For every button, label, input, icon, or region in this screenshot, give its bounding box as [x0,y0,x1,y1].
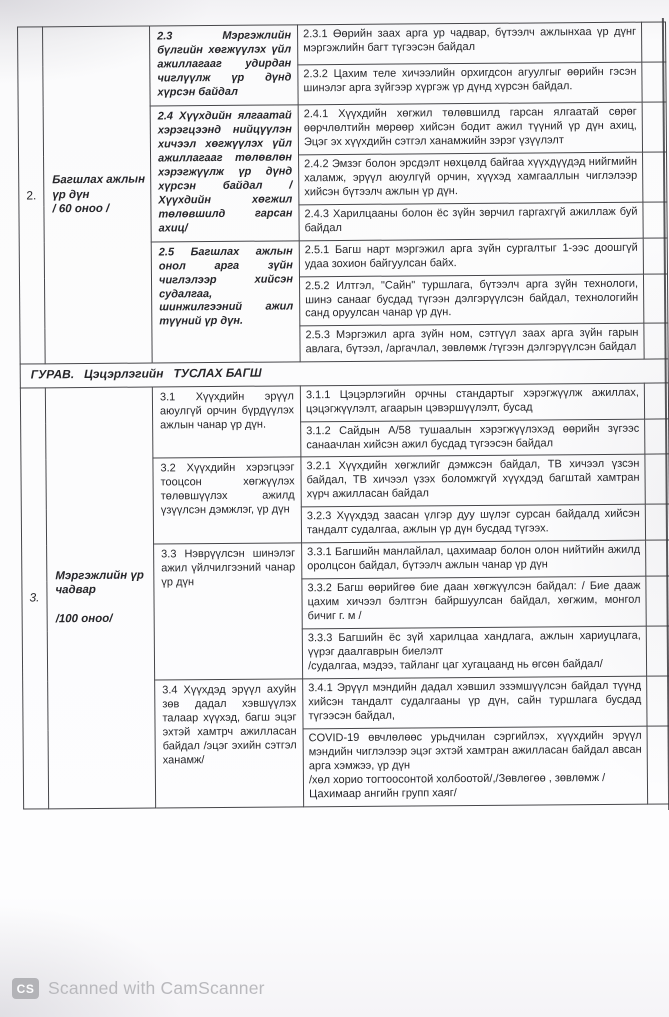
group-label-cell: Мэргэжлийн үр чадвар /100 оноо/ [45,387,155,809]
indicator-covid-19: COVID-19 өвчлөлөөс урьдчилан сэргийлэх, хүүхдийн эрүүл мэндийн чиглэлээр эцэг эхтэй хамтран ажилласан байдал авсан арга хэмжээ, үр дүн /хөл хорио тогтоосонтой холбоотой/,/Зөвлөгөө , зөвлөмж / Цахимаар ангийн групп хаяг/ [303,726,648,807]
group-label-cell: Багшлах ажлын үр дүн / 60 оноо / [43,26,153,364]
score-cell [646,626,669,676]
section-header: ГУРАВ. Цэцэрлэгийн ТУСЛАХ БАГШ [20,359,668,387]
sub-criteria-2-4: 2.4 Хүүхдийн ялгаатай хэрэгцээнд нийцүүлэн хичээл хөгжүүлэх үйл ажиллагааг төлөвлөн хэрэгжүүлж үр дүнд хүрсэн байдал /Хүүхдийн хөгжил төлөвшилд гарсан ахиц/ [150,105,299,242]
camscanner-watermark-text: Scanned with CamScanner [48,978,265,998]
indicator-3-1-2: 3.1.2 Сайдын А/58 тушаалын хэрэгжүүлэхэд өөрийн зүгээс санаачлан хийсэн ажил бусдад түгээсэн байдал [301,419,645,458]
score-cell [647,726,669,804]
indicator-3-3-2: 3.3.2 Багш өөрийгөө бие даан хөгжүүлсэн байдал: / Бие дааж цахим хичээл бэлтгэн байршуулсан байдал, хөгжим, монгол бичиг г. м / [302,576,646,629]
camscanner-logo-icon: CS [12,978,39,999]
indicator-2-4-2: 2.4.2 Эмзэг болон эрсдэлт нөхцөлд байгаа хүүхдүүдэд нийгмийн халамж, эрүүл аюулгүй орчин, хүүхэд хамгааллын чиглэлээр хийсэн бүтээлч ажлын үр дүн. [299,152,643,205]
evaluation-table [17,21,669,809]
indicator-2-4-1: 2.4.1 Хүүхдийн хөгжил төлөвшилд гарсан ялгаатай сөрөг өөрчлөлтийн мөрөөр хийсэн бодит ажил түүний үр дүн ахиц, Эцэг эх хүүхдийн сэтгэл ханамжийн зэрэг үзүүлэлт [298,102,642,155]
table-row [20,383,668,424]
score-cell [647,676,669,726]
camscanner-watermark [12,978,265,999]
indicator-3-2-3: 3.2.3 Хүүхдэд заасан үлгэр дуу шүлэг сурсан байдалд хийсэн тандалт судалгаа, ажлын үр дүн бусдад түгээх. [301,505,645,544]
criteria-table [17,21,669,809]
indicator-2-5-1: 2.5.1 Багш нарт мэргэжил арга зүйн сургалтыг 1-ээс доошгүй удаа зохион байгуулсан байх. [299,238,643,277]
sub-criteria-3-1: 3.1 Хүүхдийн эрүүл аюулгүй орчин бүрдүүлэх ажлын чанар үр дүн. [152,385,301,458]
sub-criteria-2-3: 2.3 Мэргэжлийн бүлгийн хөгжүүлэх үйл ажиллагааг удирдан чиглүүлж үр дүнд хүрсэн байдал [150,25,299,106]
group-number-cell: 3. [20,387,48,808]
indicator-2-3-2: 2.3.2 Цахим теле хичээлийн орхигдсон агуулгыг өөрийн гэсэн шинэлэг арга зүйгээр хүргэж үр дүнд хүрсэн байдал. [298,62,642,105]
indicator-2-3-1: 2.3.1 Өөрийн заах арга ур чадвар, бүтээлч ажлынхаа үр дүнг мэргэжлийн багт түгээсэн байдал [298,22,642,65]
sub-criteria-3-3: 3.3 Нэврүүлсэн шинэлэг ажил үйлчилгээний чанар үр дүн [154,543,303,680]
indicator-2-4-3: 2.4.3 Харилцааны болон ёс зүйн зөрчил гаргахгүй ажиллаж буй байдал [299,202,643,241]
indicator-3-1-1: 3.1.1 Цэцэрлэгийн орчны стандартыг хэрэгжүүлж ажиллах, цэцэгжүүлэлт, агаарын цэвэршүүлэлт, бусад [300,383,644,422]
group-number-cell: 2. [18,27,46,365]
indicator-3-3-1: 3.3.1 Багшийн манлайлал, цахимаар болон олон нийтийн ажилд оролцсон байдал, бүтээлч ажлын чанар үр дүн [302,540,646,579]
sub-criteria-3-4: 3.4 Хүүхдэд эрүүл ахуйн зөв дадал хэвшүүлэх талаар хүүхэд, багш эцэг эхтэй хамтрч ажилласан байдал /эцэг эхийн сэтгэл ханамж/ [155,679,304,808]
sub-criteria-2-5: 2.5 Багшлах ажлын онол арга зүйн чиглэлээр хийсэн судалгаа, шинжилгээний ажил түүний үр дүн. [151,240,300,363]
indicator-2-5-3: 2.5.3 Мэргэжил арга зүйн ном, сэтгүүл заах арга зүйн гарын авлага, бүтээл, /аргачлал, зөвлөмж /түгээн дэлгэрүүлсэн байдал [300,324,644,363]
indicator-2-5-2: 2.5.2 Илтгэл, "Сайн" туршлага, бүтээлч арга зүйн технологи, шинэ санааг бусдад түгээн дэлгэрүүлсэн байдал, технологийн санд оруулсан чанар үр дүн. [299,274,643,327]
indicator-3-3-3: 3.3.3 Багшийн ёс зүй харилцаа хандлага, ажлын хариуцлага, үүрэг даалгаврын биелэлт /судалгаа, мэдээ, тайланг цаг хугацаанд нь өгсөн байдал/ [302,626,646,679]
indicator-3-4-1: 3.4.1 Эрүүл мэндийн дадал хэвшил эзэмшүүлсэн байдал түүнд хийсэн тандалт судалгааны үр дүн, сайн туршлага бусдад түгээсэн байдал, [303,676,647,729]
indicator-3-2-1: 3.2.1 Хүүхдийн хөгжлийг дэмжсэн байдал, ТВ хичээл үзсэн байдал, ТВ хичээл үзэх боломжгүй хүүхдэд багштай хамтран хүрч ажилласан байдал [301,455,645,508]
sub-criteria-3-2: 3.2 Хүүхдийн хэрэгцээг тооцсон хөгжүүлэх төлөвшүүлэх ажилд үзүүлсэн дэмжлэг, үр дүн [153,457,302,544]
table-row [18,22,666,67]
